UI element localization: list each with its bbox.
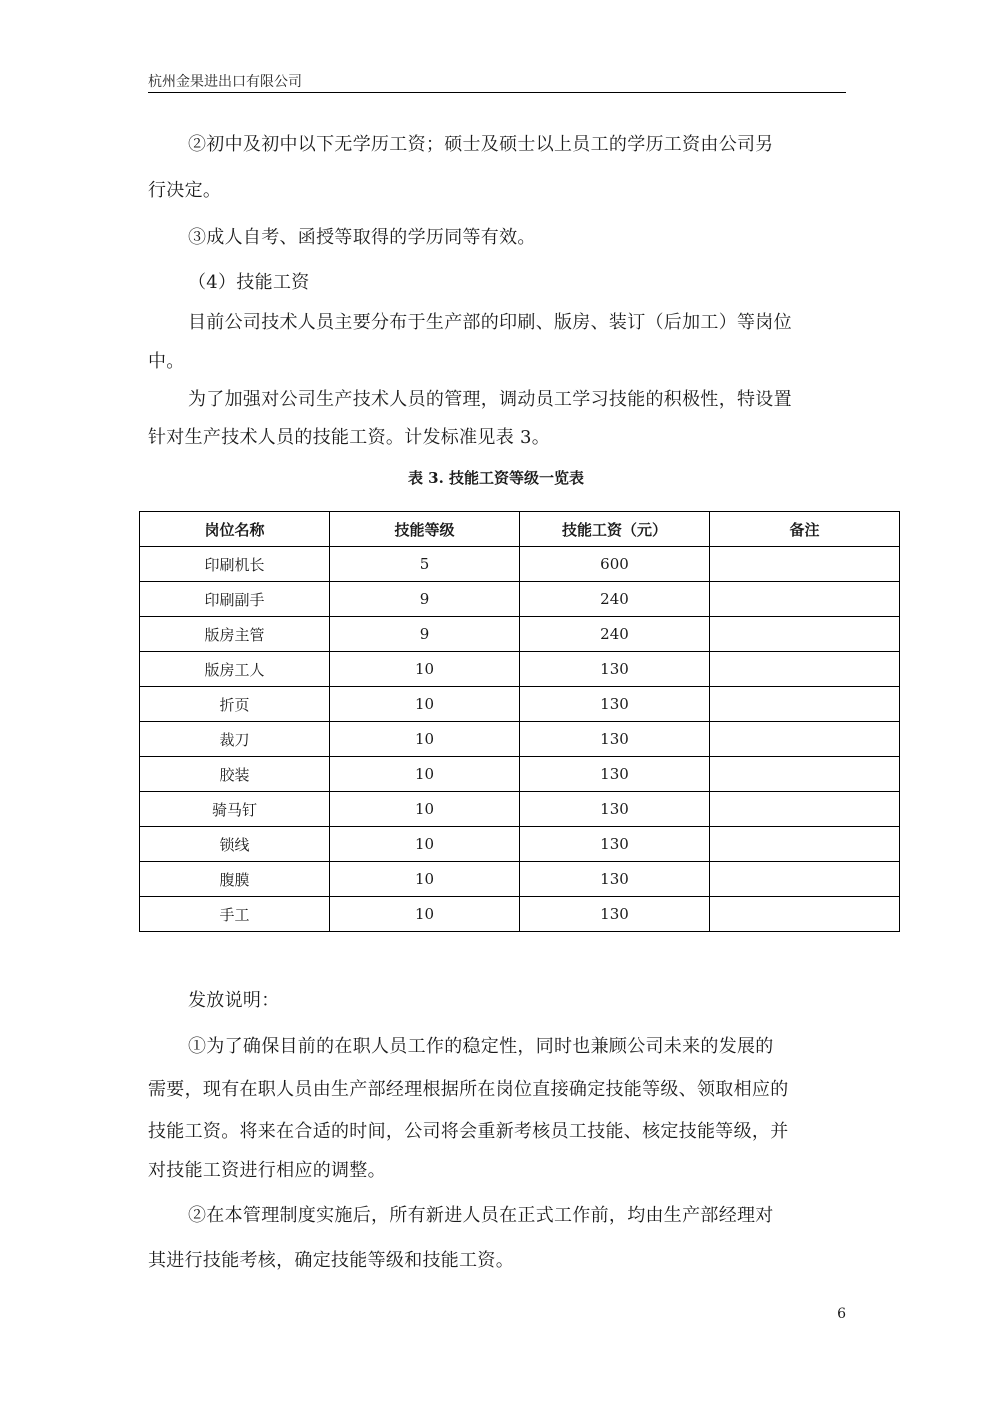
- table-cell: 印刷机长: [140, 547, 330, 582]
- table-cell: 10: [330, 827, 520, 862]
- paragraph-line: 其进行技能考核，确定技能等级和技能工资。: [148, 1250, 514, 1271]
- table-row: [140, 862, 900, 897]
- table-cell: 腹膜: [140, 862, 330, 897]
- table-row: [140, 687, 900, 722]
- table-header-cell: 技能工资（元）: [520, 512, 710, 547]
- table-cell: 130: [520, 897, 710, 932]
- table-cell: 胶装: [140, 757, 330, 792]
- table-cell: 9: [330, 582, 520, 617]
- table-cell: 10: [330, 687, 520, 722]
- table-cell: [710, 617, 900, 652]
- table-cell: [710, 582, 900, 617]
- table-cell: 裁刀: [140, 722, 330, 757]
- table-cell: [710, 897, 900, 932]
- table-cell: 10: [330, 722, 520, 757]
- table-header-cell: 技能等级: [330, 512, 520, 547]
- table-cell: 折页: [140, 687, 330, 722]
- table-caption: 表 3. 技能工资等级一览表: [407, 469, 585, 487]
- table-cell: 手工: [140, 897, 330, 932]
- table-cell: 600: [520, 547, 710, 582]
- paragraph-line: 中。: [148, 351, 185, 372]
- paragraph-line: ①为了确保目前的在职人员工作的稳定性，同时也兼顾公司未来的发展的: [188, 1036, 774, 1057]
- paragraph-line: ②初中及初中以下无学历工资；硕士及硕士以上员工的学历工资由公司另: [188, 134, 774, 155]
- table-cell: 130: [520, 687, 710, 722]
- table-cell: 130: [520, 792, 710, 827]
- table-cell: 130: [520, 757, 710, 792]
- table-cell: 版房工人: [140, 652, 330, 687]
- table-cell: [710, 827, 900, 862]
- paragraph-line: 目前公司技术人员主要分布于生产部的印刷、版房、装订（后加工）等岗位: [188, 312, 792, 333]
- table-cell: 10: [330, 757, 520, 792]
- section-heading: 发放说明：: [188, 990, 280, 1011]
- paragraph-line: 针对生产技术人员的技能工资。计发标准见表 3。: [148, 427, 551, 448]
- table-cell: 10: [330, 897, 520, 932]
- table-cell: 版房主管: [140, 617, 330, 652]
- page-number: 6: [837, 1306, 846, 1322]
- table-cell: 10: [330, 652, 520, 687]
- table-cell: 10: [330, 862, 520, 897]
- table-cell: [710, 547, 900, 582]
- table-row: [140, 827, 900, 862]
- table-row: [140, 582, 900, 617]
- table-cell: [710, 652, 900, 687]
- table-cell: [710, 722, 900, 757]
- table-row: [140, 722, 900, 757]
- header-divider: [148, 92, 846, 93]
- table-cell: 130: [520, 722, 710, 757]
- table-header-cell: 备注: [710, 512, 900, 547]
- table-cell: [710, 687, 900, 722]
- table-header-row: [140, 512, 900, 547]
- table-cell: 130: [520, 827, 710, 862]
- paragraph-line: 需要，现有在职人员由生产部经理根据所在岗位直接确定技能等级、领取相应的: [148, 1079, 789, 1100]
- table-row: [140, 652, 900, 687]
- table-row: [140, 792, 900, 827]
- table-row: [140, 757, 900, 792]
- table-cell: [710, 757, 900, 792]
- paragraph-line: 对技能工资进行相应的调整。: [148, 1160, 386, 1181]
- paragraph-line: ③成人自考、函授等取得的学历同等有效。: [188, 227, 536, 248]
- table-cell: 130: [520, 652, 710, 687]
- table-cell: 10: [330, 792, 520, 827]
- table-cell: 240: [520, 582, 710, 617]
- table-cell: 240: [520, 617, 710, 652]
- table-cell: 5: [330, 547, 520, 582]
- paragraph-line: ②在本管理制度实施后，所有新进人员在正式工作前，均由生产部经理对: [188, 1205, 774, 1226]
- table-cell: 骑马钉: [140, 792, 330, 827]
- table-cell: [710, 862, 900, 897]
- table-cell: 印刷副手: [140, 582, 330, 617]
- paragraph-line: 为了加强对公司生产技术人员的管理，调动员工学习技能的积极性，特设置: [188, 389, 792, 410]
- table-cell: 130: [520, 862, 710, 897]
- table-row: [140, 547, 900, 582]
- table-cell: 锁线: [140, 827, 330, 862]
- table-row: [140, 617, 900, 652]
- table-header-cell: 岗位名称: [140, 512, 330, 547]
- paragraph-line: 技能工资。将来在合适的时间，公司将会重新考核员工技能、核定技能等级，并: [148, 1121, 789, 1142]
- table-cell: 9: [330, 617, 520, 652]
- table-row: [140, 897, 900, 932]
- page-header-company: 杭州金果进出口有限公司: [148, 74, 302, 90]
- skill-wage-table: [139, 511, 900, 932]
- section-heading: （4）技能工资: [188, 272, 310, 293]
- paragraph-line: 行决定。: [148, 180, 222, 201]
- table-cell: [710, 792, 900, 827]
